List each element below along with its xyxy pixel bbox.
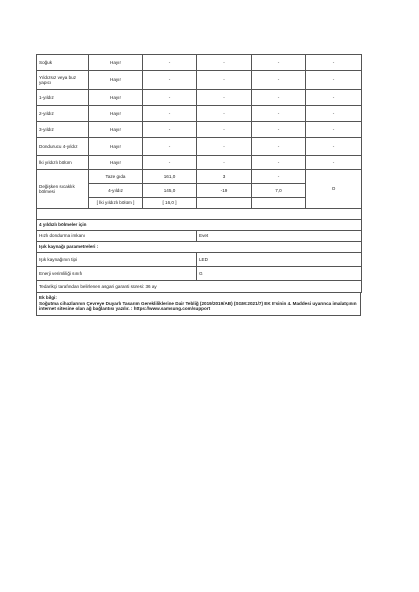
cell: -19 <box>197 184 252 198</box>
cell: - <box>306 156 362 170</box>
cell: - <box>306 138 362 156</box>
table-row <box>37 106 362 122</box>
cell: - <box>252 106 306 122</box>
sub-label: 4-yıldız <box>89 184 143 198</box>
cell: - <box>252 138 306 156</box>
cell: - <box>306 106 362 122</box>
spec-table <box>36 54 362 293</box>
row-label: 1-yıldız <box>37 90 89 106</box>
table-row <box>37 156 362 170</box>
merged-cell: O <box>306 170 362 209</box>
cell: - <box>252 122 306 138</box>
extra-info-text: Soğutma cihazlarının Çevreye Duyarlı Tasarım Gerekliliklerine Dair Tebliğ (2019/2019/AB) (SGM:2021/7) EK II'sinin 4. Maddesi uyarınca imalatçının internet sitesine olan ağ bağlantısı yazılır. : https://www.samsung.com/support <box>39 300 357 312</box>
fast-freeze-value: Evet <box>197 231 362 242</box>
row-label: Yıldızsız veya buz yapıcı <box>37 71 89 90</box>
cell: Hayır <box>89 156 143 170</box>
table-row <box>37 138 362 156</box>
cell: Hayır <box>89 90 143 106</box>
cell: - <box>252 156 306 170</box>
table-row <box>37 220 362 231</box>
cell: - <box>197 55 252 71</box>
table-row <box>37 231 362 242</box>
cell: - <box>143 106 197 122</box>
cell: - <box>306 71 362 90</box>
cell: 7,0 <box>252 184 306 198</box>
cell: - <box>197 71 252 90</box>
cell: - <box>197 106 252 122</box>
light-type-value: LED <box>197 253 362 267</box>
energy-class-value: G <box>197 267 362 281</box>
row-label: Dondurucu 4-yıldız <box>37 138 89 156</box>
table-row <box>37 253 362 267</box>
row-label: 2-yıldız <box>37 106 89 122</box>
cell: Hayır <box>89 122 143 138</box>
cell: - <box>197 122 252 138</box>
empty-cell <box>37 209 362 220</box>
cell: - <box>306 122 362 138</box>
spec-sheet <box>36 54 361 316</box>
variable-temperature-rows <box>37 170 362 209</box>
energy-class-label: Enerji verimliliği sınıfı <box>37 267 197 281</box>
cell: - <box>252 71 306 90</box>
row-label: 3-yıldız <box>37 122 89 138</box>
cell: - <box>143 90 197 106</box>
cell: 3 <box>197 170 252 184</box>
table-row <box>37 122 362 138</box>
cell: - <box>306 90 362 106</box>
cell: - <box>143 138 197 156</box>
cell: - <box>143 122 197 138</box>
cell: - <box>143 156 197 170</box>
lower-section <box>37 209 362 293</box>
cell: Hayır <box>89 106 143 122</box>
cell: - <box>252 170 306 184</box>
section-heading-light: Işık kaynağı parametreleri : <box>37 242 362 253</box>
cell: - <box>252 55 306 71</box>
extra-info <box>36 293 361 316</box>
extra-info-heading: Ek bilgi: <box>39 295 57 300</box>
cell: 161,0 <box>143 170 197 184</box>
table-row <box>37 90 362 106</box>
cell: Hayır <box>89 138 143 156</box>
table-row <box>37 267 362 281</box>
cell <box>252 198 306 209</box>
section-heading-4star: 4 yıldızlı bölmeler için <box>37 220 362 231</box>
cell: Hayır <box>89 55 143 71</box>
cell: [ 16,0 ] <box>143 198 197 209</box>
guarantee-text: Tedarikçi tarafından belirlenen asgari garanti süresi: 36 ay <box>37 281 362 293</box>
table-row <box>37 170 362 184</box>
cell: - <box>306 55 362 71</box>
cell: - <box>143 71 197 90</box>
cell: Hayır <box>89 71 143 90</box>
cell: 145,0 <box>143 184 197 198</box>
row-label: İki yıldızlı bölüm <box>37 156 89 170</box>
sub-label: Taze gıda <box>89 170 143 184</box>
fast-freeze-label: Hızlı dondurma imkanı <box>37 231 197 242</box>
table-row <box>37 281 362 293</box>
row-label: Soğuk <box>37 55 89 71</box>
cell: - <box>197 156 252 170</box>
cell: - <box>197 90 252 106</box>
sub-label: [ İki yıldızlı bölüm ] <box>89 198 143 209</box>
table-row <box>37 55 362 71</box>
cell: - <box>197 138 252 156</box>
cell <box>197 198 252 209</box>
variable-label: Değişken sıcaklık bölmesi <box>37 170 89 209</box>
table-row <box>37 71 362 90</box>
cell: - <box>143 55 197 71</box>
spacer-row <box>37 209 362 220</box>
cell: - <box>252 90 306 106</box>
compartment-rows <box>37 55 362 170</box>
light-type-label: Işık kaynağının tipi <box>37 253 197 267</box>
table-row <box>37 242 362 253</box>
